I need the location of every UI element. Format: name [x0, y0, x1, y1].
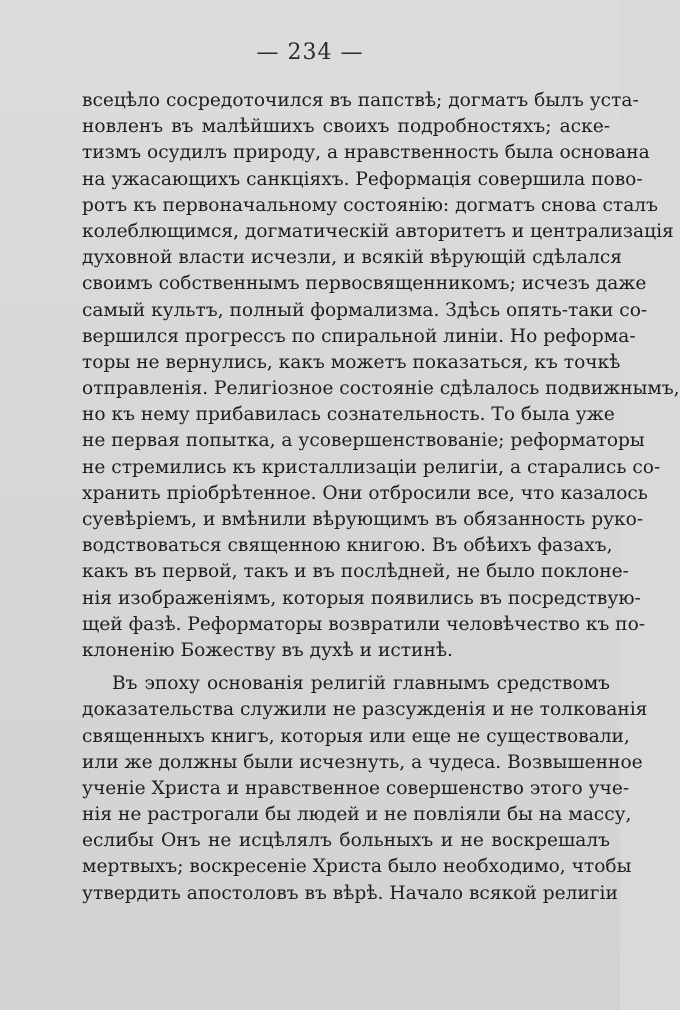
text-line: новленъ въ малѣйшихъ своихъ подробностяхъ; аске-: [82, 116, 610, 138]
text-line: своимъ собственнымъ первосвященникомъ; исчезъ даже: [82, 273, 647, 295]
text-line: еслибы Онъ не исцѣлялъ больныхъ и не воскрешалъ: [82, 830, 610, 852]
text-line: вершился прогрессъ по спиральной линіи. Но реформа-: [82, 325, 636, 347]
paragraph-gap: [82, 664, 610, 671]
text-line: духовной власти исчезли, и всякій вѣрующій сдѣлался: [82, 247, 623, 269]
text-line: самый культъ, полный формализма. Здѣсь опять-таки со-: [82, 299, 648, 321]
text-line: священныхъ книгъ, которыя или еще не существовали,: [82, 725, 630, 747]
text-line: не первая попытка, а усовершенствованіе; реформаторы: [82, 430, 645, 452]
text-line: но къ нему прибавилась сознательность. То была уже: [82, 404, 615, 426]
text-line: не стремились къ кристаллизаціи религіи, а старались со-: [82, 456, 661, 478]
text-line: нія изображеніямъ, которыя появились въ посредствую-: [82, 587, 641, 609]
text-line: утвердить апостоловъ въ вѣрѣ. Начало всякой религіи: [82, 882, 618, 904]
text-line: всецѣло сосредоточился въ папствѣ; догматъ былъ уста-: [82, 90, 639, 111]
text-line: отправленія. Религіозное состояніе сдѣлалось подвижнымъ,: [82, 378, 680, 400]
text-line: ученіе Христа и нравственное совершенство этого уче-: [82, 777, 630, 799]
text-line: ротъ къ первоначальному состоянію: догматъ снова сталъ: [82, 194, 658, 216]
text-line: тизмъ осудилъ природу, а нравственность была основана: [82, 142, 650, 164]
text-line: какъ въ первой, такъ и въ послѣдней, не было поклоне-: [82, 561, 629, 583]
text-line: водствоваться священною книгою. Въ обѣихъ фазахъ,: [82, 535, 613, 557]
text-line: торы не вернулись, какъ можетъ показаться, къ точкѣ: [82, 351, 621, 373]
text-line: на ужасающихъ санкціяхъ. Реформація совершила пово-: [82, 168, 643, 190]
text-line: колеблющимся, догматическій авторитетъ и централизація: [82, 220, 674, 242]
text-line: мертвыхъ; воскресеніе Христа было необходимо, чтобы: [82, 856, 632, 878]
text-line: доказательства служили не разсужденія и не толкованія: [82, 699, 648, 721]
text-line: суевѣріемъ, и вмѣнили вѣрующимъ въ обязанность руко-: [82, 509, 644, 530]
text-line: клоненію Божеству въ духѣ и истинѣ.: [82, 639, 453, 661]
text-line: щей фазѣ. Реформаторы возвратили человѣчество къ по-: [82, 613, 646, 635]
text-line: нія не растрогали бы людей и не повліяли бы на массу,: [82, 804, 632, 826]
text-line: хранить пріобрѣтенное. Они отбросили все, что казалось: [82, 482, 648, 504]
text-line: Въ эпоху основанія религій главнымъ средствомъ: [112, 673, 610, 695]
paragraph-2: [82, 671, 648, 907]
page-number: — 234 —: [256, 40, 364, 65]
body-text: [82, 88, 680, 907]
paragraph-1: [82, 88, 680, 664]
text-line: или же должны были исчезнуть, а чудеса. Возвышенное: [82, 751, 643, 773]
